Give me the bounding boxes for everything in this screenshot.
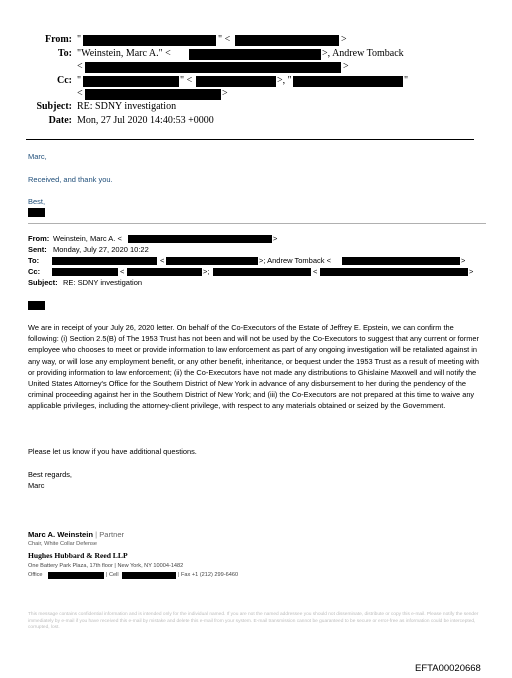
- signature-cell-label: | Cell: [106, 572, 119, 578]
- redaction-box: [122, 572, 176, 579]
- redaction-box: [83, 35, 216, 46]
- letter-name: Marc: [28, 481, 45, 490]
- redaction-box: [320, 268, 468, 276]
- quoted-from-label: From:: [28, 234, 50, 243]
- redaction-box: [48, 572, 104, 579]
- cc-line2-end: >: [222, 88, 228, 99]
- signature-line: [28, 530, 124, 539]
- confidentiality-disclaimer: This message contains confidential information and is intended only for the individual named. If you are not the named addressee you should not disseminate, distribute or copy this e-mail. Please notify the sender immediately by e-mail if you have received this e-mail by mistake and delete this e-mail from your system. E-mail transmission cannot be guaranteed to be secure or error-free as information could be intercepted, corrupted, lost.: [28, 612, 479, 631]
- subject-label: Subject:: [36, 101, 72, 112]
- to-line2-start: <: [77, 61, 83, 72]
- quoted-from-value: Weinstein, Marc A. <: [53, 234, 122, 243]
- letter-regards: Best regards,: [28, 470, 72, 479]
- quoted-cc-mid3: <: [313, 267, 318, 276]
- date-value: Mon, 27 Jul 2020 14:40:53 +0000: [77, 115, 214, 126]
- cc-mid2: >, ": [277, 75, 292, 86]
- signature-fax: | Fax +1 (212) 299-6460: [178, 572, 239, 578]
- quoted-to-label: To:: [28, 256, 40, 265]
- redaction-box: [28, 208, 45, 217]
- reply-line: Received, and thank you.: [28, 175, 113, 184]
- quoted-to-end: >: [461, 256, 466, 265]
- quoted-sent-value: Monday, July 27, 2020 10:22: [53, 245, 149, 254]
- signature-separator: |: [92, 530, 100, 539]
- redaction-box: [83, 76, 179, 87]
- quoted-sent-label: Sent:: [28, 245, 47, 254]
- signature-name: Marc A. Weinstein: [28, 530, 93, 539]
- to-line2-end: >: [343, 61, 349, 72]
- letter-paragraph: Please let us know if you have additional questions.: [28, 447, 197, 456]
- quoted-from-end: >: [273, 234, 278, 243]
- from-value: ": [77, 34, 82, 45]
- redaction-box: [189, 49, 321, 60]
- from-mid: " <: [218, 34, 231, 45]
- signature-office-label: Office: [28, 572, 43, 578]
- from-end: >: [341, 34, 347, 45]
- quoted-cc-end: >: [469, 267, 474, 276]
- quoted-cc-label: Cc:: [28, 267, 41, 276]
- from-label: From:: [44, 34, 72, 45]
- redaction-box: [128, 235, 272, 243]
- document-id: EFTA00020668: [415, 663, 481, 674]
- redaction-box: [85, 89, 221, 100]
- redaction-box: [52, 257, 157, 265]
- signature-title: Chair, White Collar Defense: [28, 541, 98, 547]
- to-end: >, Andrew Tomback: [322, 48, 404, 59]
- letter-paragraph: We are in receipt of your July 26, 2020 letter. On behalf of the Co-Executors of the Estate of Jeffrey E. Epstein, we can confirm the following: (i) Section 2.5(B) of The 1953 Trust has not been and will not be used by the Co-Executors to suggest that any current or former employee who chooses to meet or provide information to law enforcement as part of any ongoing investigation will be retaliated against in any way, or will lose any employment benefit, or any other benefit, inheritance, or bequest under the 1953 Trust as a result of meeting with or providing information to law enforcement; (ii) the Co-Executors have not made any distributions to Ghislaine Maxwell and will notify the United States Attorney's Office for the Southern District of New York in advance of any disbursement to her during the pendency of the criminal proceeding against her in the Southern District of New York; and (iii) the Co-Executors are not prepared at this time to waive any applicable privileges, including the attorney-client privilege, with respect to any materials obtained or seized by the Government.: [28, 323, 479, 411]
- cc-mid1: " <: [180, 75, 193, 86]
- redaction-box: [85, 62, 341, 73]
- to-value: "Weinstein, Marc A." <: [77, 48, 171, 59]
- quoted-cc-mid: <: [120, 267, 125, 276]
- quoted-to-mid2: >; Andrew Tomback <: [259, 256, 331, 265]
- redaction-box: [166, 257, 258, 265]
- quoted-subject-label: Subject:: [28, 278, 58, 287]
- signature-firm: Hughes Hubbard & Reed LLP: [28, 551, 128, 560]
- cc-mid3: ": [404, 75, 409, 86]
- cc-value: ": [77, 75, 82, 86]
- signature-role: Partner: [99, 530, 125, 539]
- redaction-box: [196, 76, 276, 87]
- date-label: Date:: [48, 115, 72, 126]
- redaction-box: [342, 257, 460, 265]
- redaction-box: [28, 301, 45, 310]
- quoted-subject-value: RE: SDNY investigation: [63, 278, 143, 287]
- reply-closing: Best,: [28, 197, 46, 206]
- header-divider: [26, 139, 474, 140]
- signature-address: One Battery Park Plaza, 17th floor | New York, NY 10004-1482: [28, 563, 184, 569]
- redaction-box: [52, 268, 118, 276]
- redaction-box: [235, 35, 339, 46]
- to-label: To:: [57, 48, 72, 59]
- cc-line2-start: <: [77, 88, 83, 99]
- cc-label: Cc:: [57, 75, 72, 86]
- quoted-cc-mid2: >;: [203, 267, 210, 276]
- redaction-box: [293, 76, 403, 87]
- reply-greeting: Marc,: [28, 152, 47, 161]
- redaction-box: [127, 268, 202, 276]
- quote-divider: [28, 223, 486, 224]
- quoted-to-mid: <: [160, 256, 165, 265]
- redaction-box: [213, 268, 311, 276]
- subject-value: RE: SDNY investigation: [77, 101, 177, 112]
